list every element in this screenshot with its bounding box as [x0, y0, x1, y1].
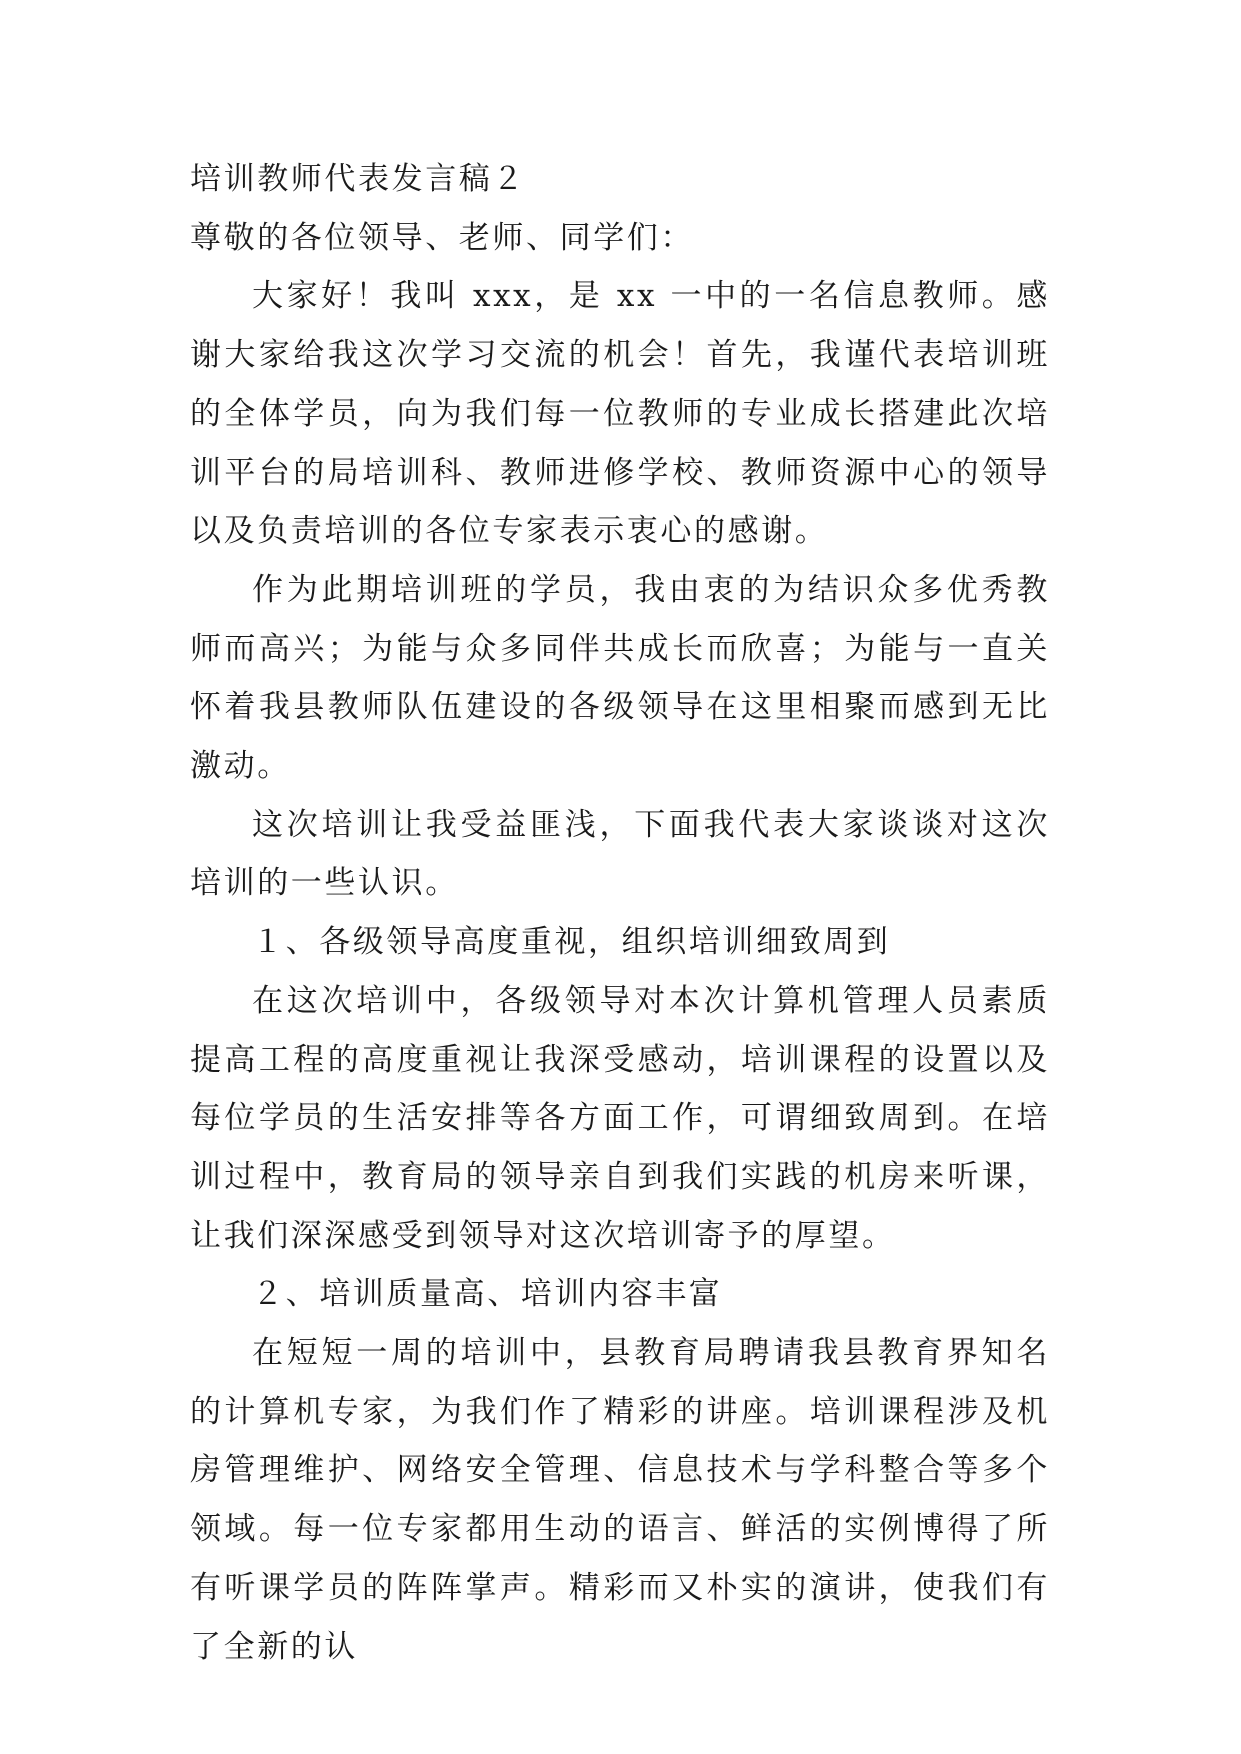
salutation: 尊敬的各位领导、老师、同学们： [190, 219, 694, 256]
section-heading-2: ２、培训质量高、培训内容丰富 [252, 1276, 723, 1313]
paragraph-intro: 这次培训让我受益匪浅，下面我代表大家谈谈对这次培训的一些认识。 [190, 806, 1050, 902]
section-paragraph-1: 在这次培训中，各级领导对本次计算机管理人员素质提高工程的高度重视让我深受感动，培训课程的设置以及每位学员的生活安排等各方面工作，可谓细致周到。在培训过程中，教育局的领导亲自到我们实践的机房来听课，让我们深深感受到领导对这次培训寄予的厚望。 [190, 982, 1050, 1254]
section-paragraph-2: 在短短一周的培训中，县教育局聘请我县教育界知名的计算机专家，为我们作了精彩的讲座。培训课程涉及机房管理维护、网络安全管理、信息技术与学科整合等多个领域。每一位专家都用生动的语言、鲜活的实例博得了所有听课学员的阵阵掌声。精彩而又朴实的演讲，使我们有了全新的认 [190, 1335, 1050, 1665]
paragraph-greeting: 大家好！我叫 xxx，是 xx 一中的一名信息教师。感谢大家给我这次学习交流的机会！首先，我谨代表培训班的全体学员，向为我们每一位教师的专业成长搭建此次培训平台的局培训科、教师进修学校、教师资源中心的领导以及负责培训的各位专家表示衷心的感谢。 [190, 278, 1050, 550]
section-heading-1: １、各级领导高度重视，组织培训细致周到 [252, 924, 891, 961]
document-body [190, 150, 1050, 1676]
document-title: 培训教师代表发言稿２ [190, 161, 526, 197]
paragraph-feelings: 作为此期培训班的学员，我由衷的为结识众多优秀教师而高兴；为能与众多同伴共成长而欣喜；为能与一直关怀着我县教师队伍建设的各级领导在这里相聚而感到无比激动。 [190, 571, 1050, 785]
